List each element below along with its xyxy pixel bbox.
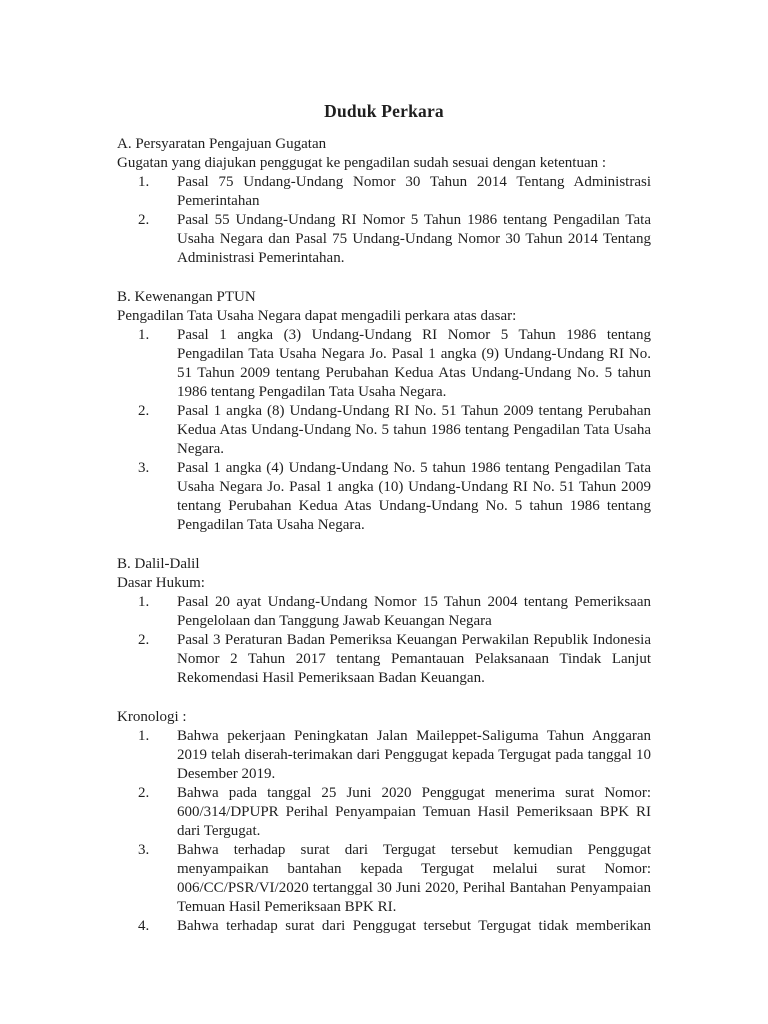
list-item bbox=[117, 593, 651, 631]
section-heading: Kronologi : bbox=[117, 709, 187, 725]
section-heading: B. Kewenangan PTUN bbox=[117, 289, 256, 305]
list-item-text: Pasal 75 Undang-Undang Nomor 30 Tahun 2014 Tentang Administrasi Pemerintahan bbox=[177, 174, 651, 209]
list-item-text: Bahwa terhadap surat dari Tergugat tersebut kemudian Penggugat menyampaikan bantahan kepada Tergugat melalui surat Nomor: 006/CC/PSR/VI/2020 tertanggal 30 Juni 2020, Perihal Bantahan Penyampaian Temuan Hasil Pemeriksaan BPK RI. bbox=[177, 842, 651, 915]
list-item bbox=[117, 841, 651, 917]
list-item-number: 2. bbox=[138, 403, 150, 419]
list-item-text: Pasal 55 Undang-Undang RI Nomor 5 Tahun 1986 tentang Pengadilan Tata Usaha Negara dan Pasal 75 Undang-Undang Nomor 30 Tahun 2014 Tentang Administrasi Pemerintahan. bbox=[177, 212, 651, 266]
list-item-number: 2. bbox=[138, 212, 150, 228]
section-persyaratan-pengajuan-gugatan bbox=[117, 135, 651, 268]
section-intro: Gugatan yang diajukan penggugat ke pengadilan sudah sesuai dengan ketentuan : bbox=[117, 155, 607, 171]
list-item bbox=[117, 402, 651, 459]
page-title: Duduk Perkara bbox=[324, 101, 444, 121]
list-item-number: 4. bbox=[138, 918, 150, 934]
list-item-number: 3. bbox=[138, 460, 150, 476]
list-item-text: Pasal 1 angka (4) Undang-Undang No. 5 tahun 1986 tentang Pengadilan Tata Usaha Negara Jo. Pasal 1 angka (10) Undang-Undang RI No. 51 Tahun 2009 tentang Perubahan Kedua Atas Undang-Undang No. 5 tahun 1986 tentang Pengadilan Tata Usaha Negara. bbox=[177, 460, 651, 533]
list-item bbox=[117, 326, 651, 402]
document-content bbox=[117, 101, 651, 936]
list-item bbox=[117, 631, 651, 688]
list-item-text: Pasal 20 ayat Undang-Undang Nomor 15 Tahun 2004 tentang Pemeriksaan Pengelolaan dan Tanggung Jawab Keuangan Negara bbox=[177, 594, 651, 629]
list-item-number: 3. bbox=[138, 842, 150, 858]
list-item bbox=[117, 211, 651, 268]
list-item-text: Pasal 1 angka (3) Undang-Undang RI Nomor 5 Tahun 1986 tentang Pengadilan Tata Usaha Negara Jo. Pasal 1 angka (9) Undang-Undang RI No. 51 Tahun 2009 tentang Perubahan Kedua Atas Undang-Undang No. 5 tahun 1986 tentang Pengadilan Tata Usaha Negara. bbox=[177, 327, 651, 400]
list-item-text: Bahwa pada tanggal 25 Juni 2020 Penggugat menerima surat Nomor: 600/314/DPUPR Perihal Penyampaian Temuan Hasil Pemeriksaan BPK RI dari Tergugat. bbox=[177, 785, 651, 839]
section-heading: A. Persyaratan Pengajuan Gugatan bbox=[117, 136, 327, 152]
list-item bbox=[117, 917, 651, 936]
list-item bbox=[117, 784, 651, 841]
list-item-number: 1. bbox=[138, 174, 150, 190]
list-item-number: 1. bbox=[138, 728, 150, 744]
numbered-list bbox=[117, 593, 651, 688]
list-item-text: Pasal 3 Peraturan Badan Pemeriksa Keuangan Perwakilan Republik Indonesia Nomor 2 Tahun 2017 tentang Pemantauan Pelaksanaan Tindak Lanjut Rekomendasi Hasil Pemeriksaan Badan Keuangan. bbox=[177, 632, 651, 686]
section-intro: Dasar Hukum: bbox=[117, 575, 205, 591]
list-item-number: 2. bbox=[138, 632, 150, 648]
list-item bbox=[117, 459, 651, 535]
list-item-text: Bahwa terhadap surat dari Penggugat tersebut Tergugat tidak memberikan bbox=[177, 918, 651, 934]
numbered-list bbox=[117, 326, 651, 535]
section-intro: Pengadilan Tata Usaha Negara dapat mengadili perkara atas dasar: bbox=[117, 308, 517, 324]
section-kronologi bbox=[117, 708, 651, 936]
section-heading: B. Dalil-Dalil bbox=[117, 556, 200, 572]
list-item-number: 2. bbox=[138, 785, 150, 801]
list-item-text: Pasal 1 angka (8) Undang-Undang RI No. 51 Tahun 2009 tentang Perubahan Kedua Atas Undang-Undang No. 5 tahun 1986 tentang Pengadilan Tata Usaha Negara. bbox=[177, 403, 651, 457]
list-item-number: 1. bbox=[138, 327, 150, 343]
list-item-text: Bahwa pekerjaan Peningkatan Jalan Maileppet-Saliguma Tahun Anggaran 2019 telah diserah-terimakan dari Penggugat kepada Tergugat pada tanggal 10 Desember 2019. bbox=[177, 728, 651, 782]
list-item bbox=[117, 173, 651, 211]
numbered-list bbox=[117, 727, 651, 936]
list-item-number: 1. bbox=[138, 594, 150, 610]
section-kewenangan-ptun bbox=[117, 288, 651, 535]
section-dalil-dalil bbox=[117, 555, 651, 688]
list-item bbox=[117, 727, 651, 784]
numbered-list bbox=[117, 173, 651, 268]
